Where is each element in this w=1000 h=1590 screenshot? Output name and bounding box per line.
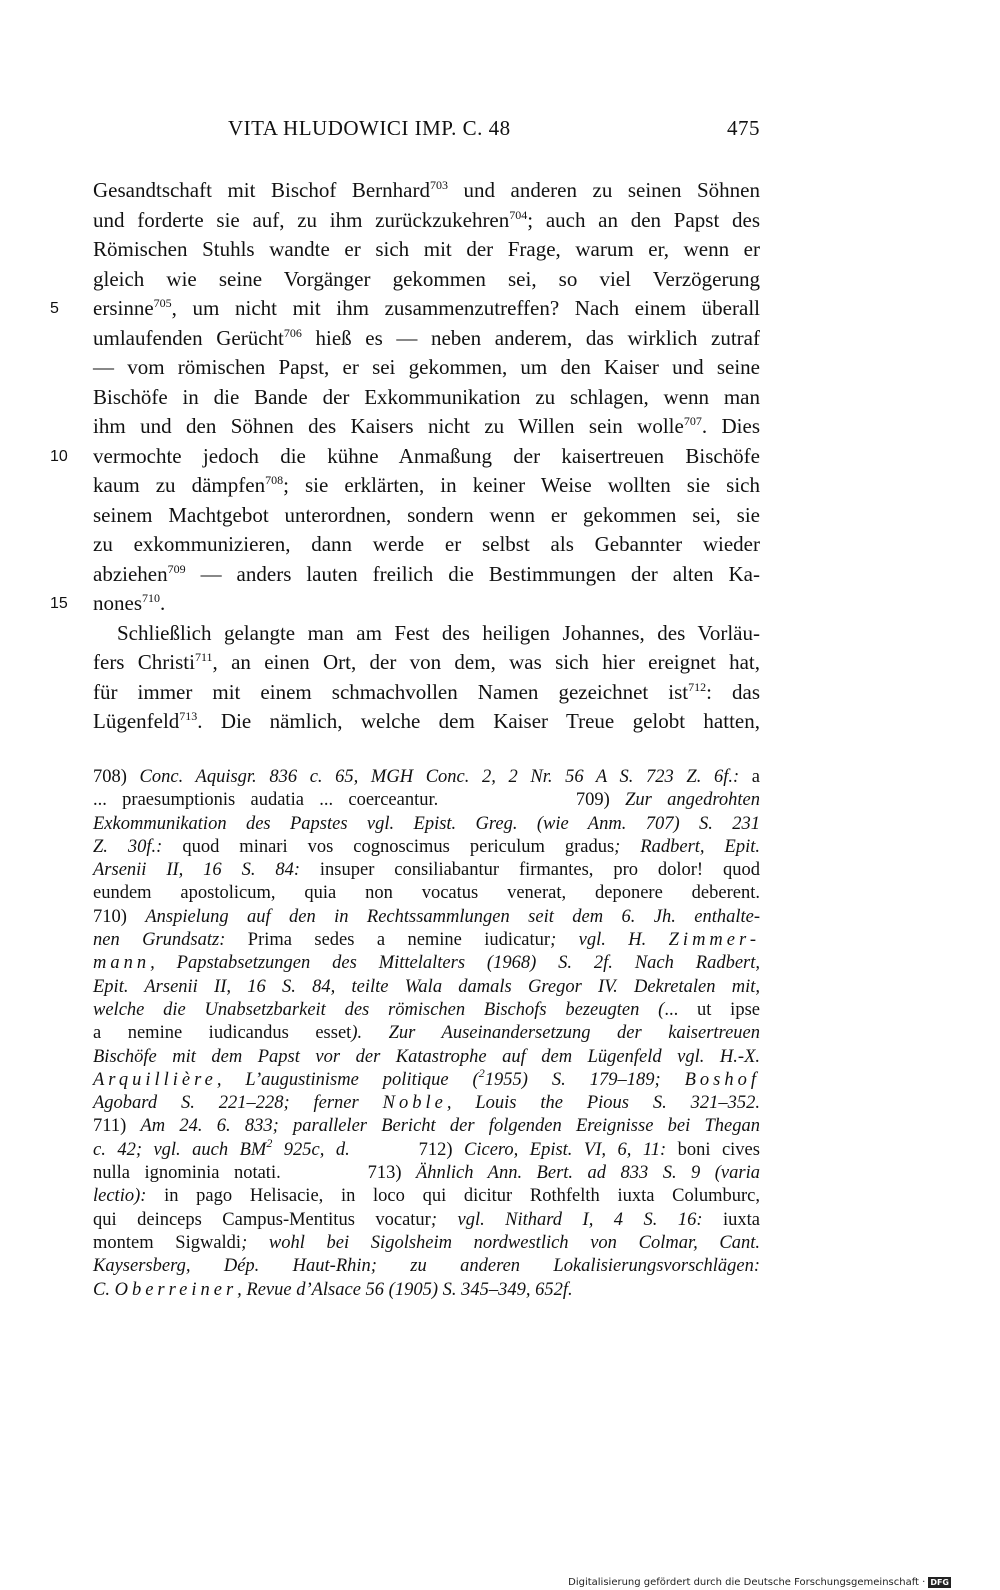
footnote-line: mann, Papstabsetzungen des Mittelalters (1968) S. 2f. Nach Radbert, (93, 953, 760, 974)
footnote-ref: 711 (194, 650, 213, 664)
main-text (50, 176, 761, 737)
text-line: ihm und den Söhnen des Kaisers nicht zu Willen sein wolle$^{707}$. Dies (93, 414, 761, 438)
footnote-line: welche die Unabsetzbarkeit des römischen Bischofs bezeugten (... ut ipse (93, 999, 760, 1020)
footnote-line: Kaysersberg, Dép. Haut-Rhin; zu anderen Lokalisierungsvorschlägen: (93, 1256, 760, 1277)
line-number: 5 (50, 300, 59, 317)
footnote-line: Z. 30f.: quod minari vos cognoscimus periculum gradus; Radbert, Epit. (93, 836, 760, 857)
line-number: 15 (50, 595, 68, 612)
text-line: und forderte sie auf, zu ihm zurückzukehren$^{704}$; auch an den Papst des (93, 207, 760, 232)
text-line: 15 nones$^{710}$. (93, 589, 760, 619)
line-number: 10 (50, 447, 68, 465)
footnote-ref: 705 (153, 296, 172, 310)
footnote-line: Exkommunikation des Papstes vgl. Epist. Greg. (wie Anm. 707) S. 231 (93, 813, 760, 834)
footnote-line: nulla ignominia notati. 713) Ähnlich Ann. Bert. ad 833 S. 9 (varia (93, 1163, 760, 1184)
text-line: umlaufenden Gerücht$^{706}$ hieß es — neben anderem, das wirklich zutraf (93, 325, 760, 350)
footnote-line: 711) Am 24. 6. 833; paralleler Bericht der folgenden Ereignisse bei Thegan (93, 1116, 760, 1137)
footer-text: Digitalisierung gefördert durch die Deutsche Forschungsgemeinschaft · (568, 1577, 926, 1588)
footnote-line: Bischöfe mit dem Papst vor der Katastrophe auf dem Lügenfeld vgl. H.-X. (93, 1046, 760, 1067)
text-line: seinem Machtgebot unterordnen, sondern wenn er gekommen sei, sie (93, 502, 760, 527)
footnote-line: lectio): in pago Helisacie, in loco qui dicitur Rothfelth iuxta Columburc, (93, 1186, 760, 1207)
page-number: 475 (727, 116, 760, 140)
text-line: 5 ersinne$^{705}$, um nicht mit ihm zusammenzutreffen? Nach einem überall (93, 294, 760, 324)
footnote-line: eundem apostolicum, quia non vocatus venerat, deponere deberent. (93, 883, 760, 904)
text-line: kaum zu dämpfen$^{708}$; sie erklärten, in keiner Weise wollten sie sich (93, 473, 760, 497)
text-line: Gesandtschaft mit Bischof Bernhard$^{703}$ und anderen zu seinen Söhnen (93, 178, 760, 202)
footnote-line: C. Oberreiner, Revue d’Alsace 56 (1905) S. 345–349, 652f. (93, 1279, 573, 1300)
footnote-line: Agobard S. 221–228; ferner Noble, Louis the Pious S. 321–352. (93, 1093, 760, 1114)
footnote-line: 708) Conc. Aquisgr. 836 c. 65, MGH Conc. 2, 2 Nr. 56 A S. 723 Z. 6f.: a (93, 767, 760, 787)
footnote-ref: 703 (429, 178, 448, 192)
text-line: abziehen$^{709}$ — anders lauten freilich die Bestimmungen der alten Ka- (93, 561, 760, 586)
text-line: — vom römischen Papst, er sei gekommen, um den Kaiser und seine (93, 355, 760, 379)
footnote-ref: 713 (179, 709, 198, 723)
footnote-ref: 706 (283, 325, 302, 340)
text-line: zu exkommunizieren, dann werde er selbst als Gebannter wieder (93, 532, 760, 556)
footnote-line: c. 42; vgl. auch $BM^2$ 925c, d. 712) Cicero, Epist. VI, 6, 11: boni cives (93, 1135, 760, 1160)
footnote-line: 710) Anspielung auf den in Rechtssammlungen seit dem 6. Jh. enthalte- (93, 906, 760, 927)
text-line: gleich wie seine Vorgänger gekommen sei, so viel Verzögerung (93, 266, 760, 291)
footnote-ref: 709 (167, 561, 186, 576)
footnote-line: Epit. Arsenii II, 16 S. 84, teilte Wala damals Gregor IV. Dekretalen mit, (93, 976, 760, 997)
running-title: VITA HLUDOWICI IMP. C. 48 (228, 116, 511, 140)
footnote-line: Arquillière, L’augustinisme politique ($^2$1955) S. 179–189; Boshof (93, 1065, 760, 1090)
footnote-ref: 704 (509, 207, 528, 222)
footnote-line: nen Grundsatz: Prima sedes a nemine iudicatur; vgl. H. Zimmer- (93, 930, 760, 951)
footnotes (93, 766, 760, 1302)
footnote-ref: 707 (683, 414, 702, 428)
text-line: fers Christi$^{711}$, an einen Ort, der von dem, was sich hier ereignet hat, (93, 650, 760, 674)
text-line: 10 vermochte jedoch die kühne Anmaßung der kaisertreuen Bischöfe (93, 442, 760, 472)
text-line: Schließlich gelangte man am Fest des heiligen Johannes, des Vorläu- (117, 620, 760, 645)
footnote-ref: 712 (688, 679, 707, 694)
dfg-logo-icon: DFG (930, 1578, 949, 1587)
footnote-line: qui deinceps Campus-Mentitus vocatur; vgl. Nithard I, 4 S. 16: iuxta (93, 1209, 760, 1230)
digitization-footer (568, 1577, 951, 1588)
footnote-line: ... praesumptionis audatia ... coerceantur. 709) Zur angedrohten (93, 790, 760, 811)
footnote-ref: 710 (142, 591, 160, 605)
footnote-ref: 708 (265, 473, 284, 487)
text-line: Lügenfeld$^{713}$. Die nämlich, welche dem Kaiser Treue gelobt hatten, (93, 709, 760, 733)
text-line: Römischen Stuhls wandte er sich mit der Frage, warum er, wenn er (93, 237, 760, 261)
footnote-line: Arsenii II, 16 S. 84: insuper consiliabantur firmantes, pro dolor! quod (93, 860, 760, 881)
footnote-line: a nemine iudicandus esset). Zur Auseinandersetzung der kaisertreuen (93, 1023, 760, 1044)
text-line: Bischöfe in die Bande der Exkommunikation zu schlagen, wenn man (93, 384, 760, 409)
text-line: für immer mit einem schmachvollen Namen gezeichnet ist$^{712}$: das (93, 679, 760, 704)
footnote-line: montem Sigwaldi; wohl bei Sigolsheim nordwestlich von Colmar, Cant. (93, 1232, 760, 1253)
